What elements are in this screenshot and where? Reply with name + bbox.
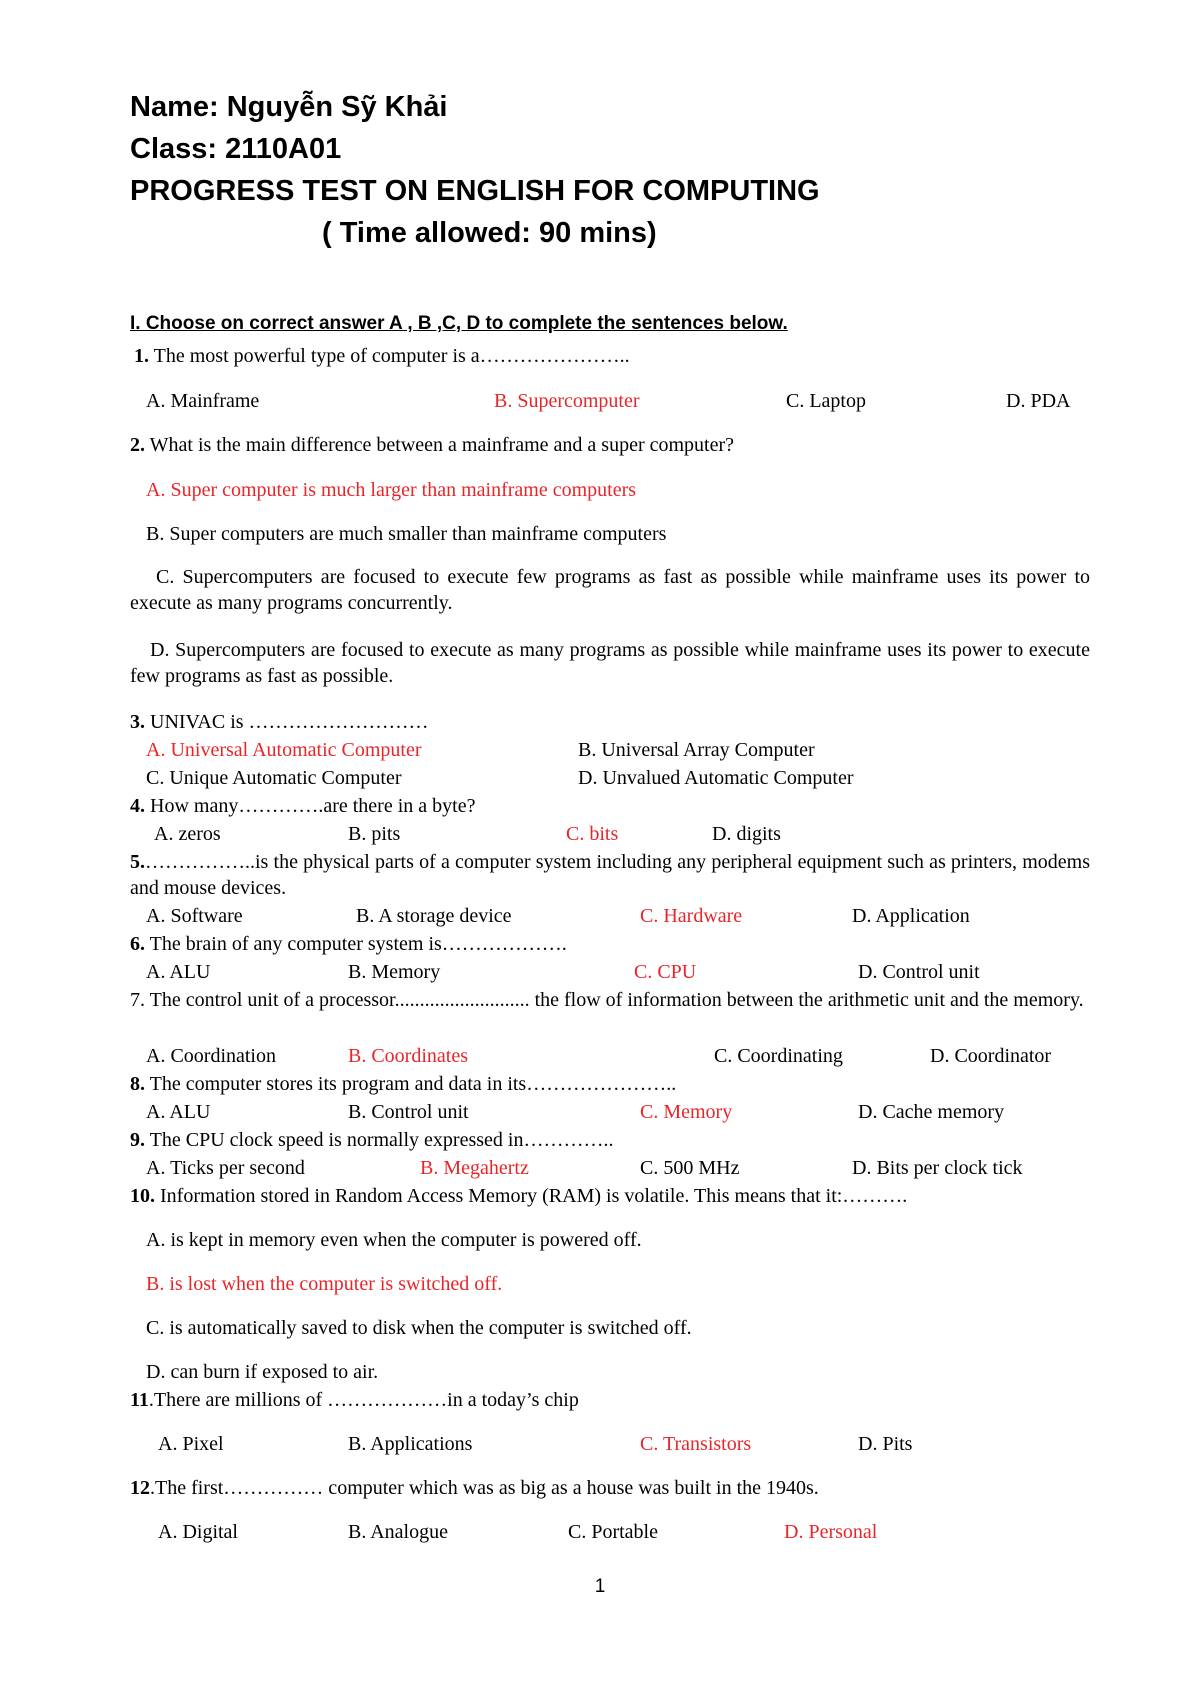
q10-option-c: C. is automatically saved to disk when the computer is switched off. [146,1317,692,1339]
q2-option-d: D. Supercomputers are focused to execute as many programs as possible while mainframe uses its power to execute few programs as fast as possible. [130,639,1090,687]
q5-option-a: A. Software [146,905,243,927]
question-text: UNIVAC is ……………………… [145,711,429,733]
student-name: Name: Nguyễn Sỹ Khải [130,91,448,123]
q4-option-b: B. pits [348,823,401,845]
test-title: PROGRESS TEST ON ENGLISH FOR COMPUTING [130,175,820,207]
question-number: 6. [130,933,145,955]
question-text: ……………..is the physical parts of a computer system including any peripheral equipment such as printers, modems and mouse devices. [130,851,1090,899]
q5-option-c-correct: C. Hardware [640,905,743,927]
question-number: 11 [130,1389,149,1411]
question-1 [134,343,630,369]
question-text: The most powerful type of computer is a………………….. [149,345,630,367]
question-number: 12 [130,1477,150,1499]
q11-option-a: A. Pixel [158,1433,224,1455]
q12-option-a: A. Digital [158,1521,238,1543]
question-6 [130,931,567,957]
q6-option-d: D. Control unit [858,961,980,983]
question-text: Information stored in Random Access Memory (RAM) is volatile. This means that it:………. [155,1185,908,1207]
q12-option-b: B. Analogue [348,1521,448,1543]
question-number: 1. [134,345,149,367]
question-text: What is the main difference between a mainframe and a super computer? [145,434,735,456]
question-text: The CPU clock speed is normally expressed in………….. [145,1129,614,1151]
question-number: 7. [130,989,145,1011]
question-5 [130,849,1090,901]
question-9 [130,1127,613,1153]
question-number: 4. [130,795,145,817]
q9-option-b-correct: B. Megahertz [420,1157,529,1179]
question-7 [130,987,1090,1013]
q8-option-a: A. ALU [146,1101,211,1123]
q5-option-d: D. Application [852,905,970,927]
q1-option-a: A. Mainframe [146,390,260,412]
question-number: 3. [130,711,145,733]
q2-option-c: C. Supercomputers are focused to execute few programs as fast as possible while mainframe uses its power to execute as many programs concurrently. [130,566,1090,614]
q4-option-a: A. zeros [154,823,221,845]
q8-option-b: B. Control unit [348,1101,469,1123]
question-number: 8. [130,1073,145,1095]
student-class: Class: 2110A01 [130,133,342,165]
question-4 [130,793,475,819]
q8-option-d: D. Cache memory [858,1101,1005,1123]
question-2 [130,432,734,458]
q1-option-c: C. Laptop [786,390,866,412]
q7-option-d: D. Coordinator [930,1045,1052,1067]
q11-option-d: D. Pits [858,1433,913,1455]
question-text: The control unit of a processor........................... the flow of information between the arithmetic unit and the memory. [145,989,1084,1011]
question-12 [130,1475,819,1501]
question-text: .There are millions of ………………in a today’s chip [148,1389,579,1411]
q10-option-d: D. can burn if exposed to air. [146,1361,379,1383]
question-text: How many………….are there in a byte? [145,795,476,817]
question-3 [130,709,429,735]
q3-option-b: B. Universal Array Computer [578,739,815,761]
q3-option-d: D. Unvalued Automatic Computer [578,767,854,789]
q2-option-b: B. Super computers are much smaller than mainframe computers [146,523,667,545]
q10-option-a: A. is kept in memory even when the computer is powered off. [146,1229,642,1251]
question-11 [130,1387,579,1413]
q7-option-b-correct: B. Coordinates [348,1045,468,1067]
question-text: The brain of any computer system is………………. [145,933,567,955]
q1-option-b-correct: B. Supercomputer [494,390,640,412]
q9-option-d: D. Bits per clock tick [852,1157,1023,1179]
q12-option-d-correct: D. Personal [784,1521,878,1543]
q5-option-b: B. A storage device [356,905,512,927]
question-10 [130,1183,907,1209]
q6-option-a: A. ALU [146,961,211,983]
q2-option-a-correct: A. Super computer is much larger than mainframe computers [146,479,637,501]
q12-option-c: C. Portable [568,1521,658,1543]
q1-option-d: D. PDA [1006,390,1071,412]
q9-option-c: C. 500 MHz [640,1157,740,1179]
page-number: 1 [594,1576,606,1597]
q8-option-c-correct: C. Memory [640,1101,733,1123]
q11-option-b: B. Applications [348,1433,473,1455]
question-text: .The first…………… computer which was as big as a house was built in the 1940s. [150,1477,819,1499]
question-number: 10. [130,1185,155,1207]
q3-option-a-correct: A. Universal Automatic Computer [146,739,422,761]
section-instruction: I. Choose on correct answer A , B ,C, D to complete the sentences below. [130,313,788,334]
q11-option-c-correct: C. Transistors [640,1433,752,1455]
q10-option-b-correct: B. is lost when the computer is switched off. [146,1273,503,1295]
question-8 [130,1071,676,1097]
q4-option-d: D. digits [712,823,781,845]
q6-option-c-correct: C. CPU [634,961,697,983]
question-text: The computer stores its program and data in its………………….. [145,1073,677,1095]
q4-option-c-correct: C. bits [566,823,619,845]
q9-option-a: A. Ticks per second [146,1157,305,1179]
question-number: 5. [130,851,145,873]
time-allowed: ( Time allowed: 90 mins) [322,217,657,249]
question-number: 2. [130,434,145,456]
q7-option-a: A. Coordination [146,1045,276,1067]
q3-option-c: C. Unique Automatic Computer [146,767,402,789]
question-number: 9. [130,1129,145,1151]
q7-option-c: C. Coordinating [714,1045,843,1067]
q6-option-b: B. Memory [348,961,441,983]
